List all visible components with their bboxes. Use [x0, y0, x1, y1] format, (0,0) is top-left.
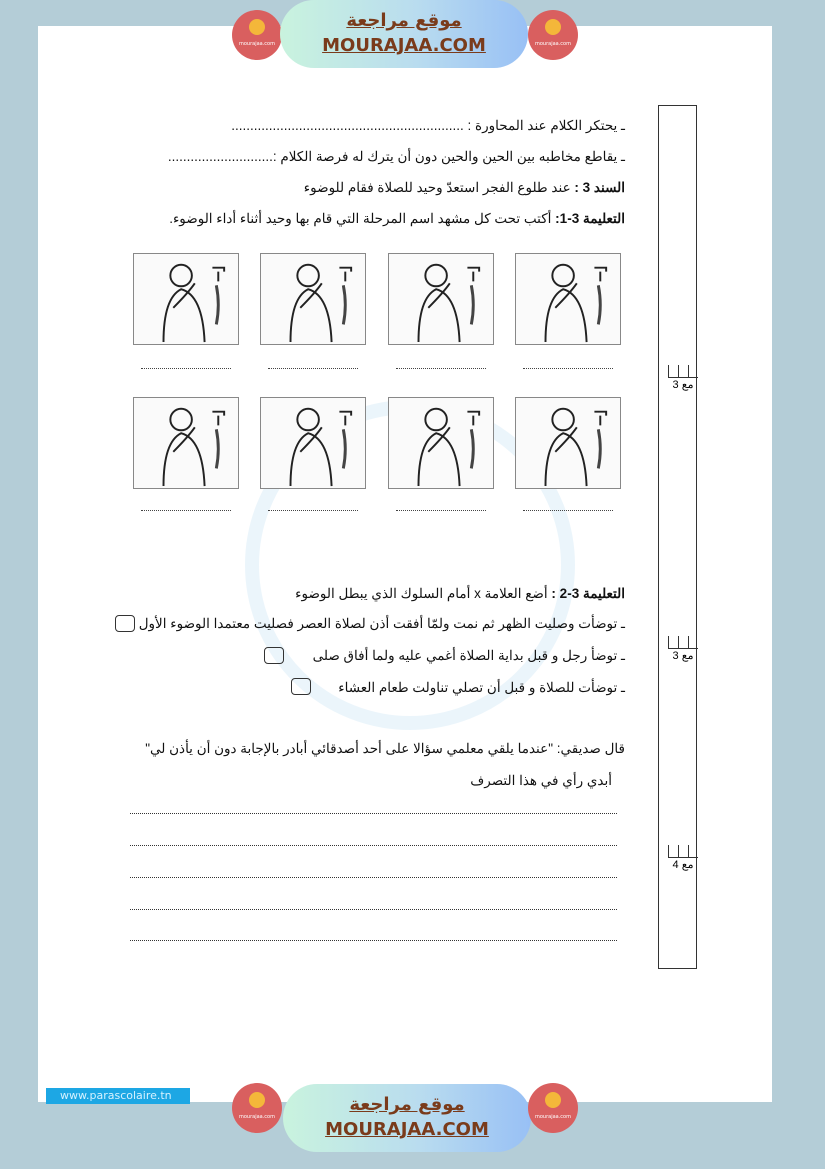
site-banner-bottom[interactable]: موقع مراجعة MOURAJAA.COM — [283, 1084, 531, 1152]
wudu-scene-image — [260, 397, 366, 489]
grading-margin — [658, 105, 697, 969]
grade-mark-1: مع 3 — [668, 377, 698, 391]
wudu-scene-image — [133, 253, 239, 345]
option-1-checkbox[interactable] — [115, 615, 135, 632]
answer-line[interactable] — [130, 877, 617, 878]
option-3: ـ توضأت للصلاة و قبل أن تصلي تناولت طعام العشاء — [338, 680, 625, 695]
answer-line[interactable] — [130, 909, 617, 910]
wudu-scene-image — [515, 397, 621, 489]
footer-site-link[interactable]: www.parascolaire.tn — [46, 1088, 190, 1104]
text-line-2: ـ يقاطع مخاطبه بين الحين والحين دون أن يترك له فرصة الكلام :............................ — [167, 149, 625, 164]
scene-answer-line[interactable] — [396, 368, 486, 369]
grade-ticks — [668, 636, 698, 648]
option-1: ـ توضأت وصليت الظهر ثم نمت ولمّا أفقت أذن لصلاة العصر فصليت معتمدا الوضوء الأول — [138, 616, 625, 631]
logo-right-bottom: mourajaa.com — [528, 1083, 578, 1133]
logo-right-top: mourajaa.com — [528, 10, 578, 60]
grade-ticks — [668, 365, 698, 377]
scene-answer-line[interactable] — [523, 368, 613, 369]
grade-mark-2: مع 3 — [668, 648, 698, 662]
wudu-scene-image — [260, 253, 366, 345]
answer-line[interactable] — [130, 940, 617, 941]
answer-line[interactable] — [130, 813, 617, 814]
opinion-prompt: أبدي رأي في هذا التصرف — [470, 773, 612, 788]
wudu-scene-image — [515, 253, 621, 345]
instruction-3-1: التعليمة 3-1: أكتب تحت كل مشهد اسم المرحلة التي قام بها وحيد أثناء أداء الوضوء. — [169, 211, 625, 226]
friend-quote: قال صديقي: "عندما يلقي معلمي سؤالا على أحد أصدقائي أبادر بالإجابة دون أن يأذن لي" — [145, 741, 625, 756]
wudu-scene-image — [388, 397, 494, 489]
instruction-3-2: التعليمة 3-2 : أضع العلامة x أمام السلوك الذي يبطل الوضوء — [295, 586, 625, 601]
scene-answer-line[interactable] — [141, 510, 231, 511]
scene-answer-line[interactable] — [141, 368, 231, 369]
scene-answer-line[interactable] — [523, 510, 613, 511]
option-3-checkbox[interactable] — [291, 678, 311, 695]
logo-left-top: mourajaa.com — [232, 10, 282, 60]
logo-left-bottom: mourajaa.com — [232, 1083, 282, 1133]
scene-answer-line[interactable] — [396, 510, 486, 511]
scene-answer-line[interactable] — [268, 510, 358, 511]
grade-ticks — [668, 845, 698, 857]
answer-line[interactable] — [130, 845, 617, 846]
text-line-1: ـ يحتكر الكلام عند المحاورة : .............................................................. — [231, 118, 625, 133]
scene-answer-line[interactable] — [268, 368, 358, 369]
option-2: ـ توضأ رجل و قبل بداية الصلاة أغمي عليه ولما أفاق صلى — [312, 648, 625, 663]
wudu-scene-image — [388, 253, 494, 345]
site-banner-top[interactable]: موقع مراجعة MOURAJAA.COM — [280, 0, 528, 68]
sanad-3: السند 3 : عند طلوع الفجر استعدّ وحيد للصلاة فقام للوضوء — [303, 180, 625, 195]
option-2-checkbox[interactable] — [264, 647, 284, 664]
wudu-scene-image — [133, 397, 239, 489]
grade-mark-3: مع 4 — [668, 857, 698, 871]
